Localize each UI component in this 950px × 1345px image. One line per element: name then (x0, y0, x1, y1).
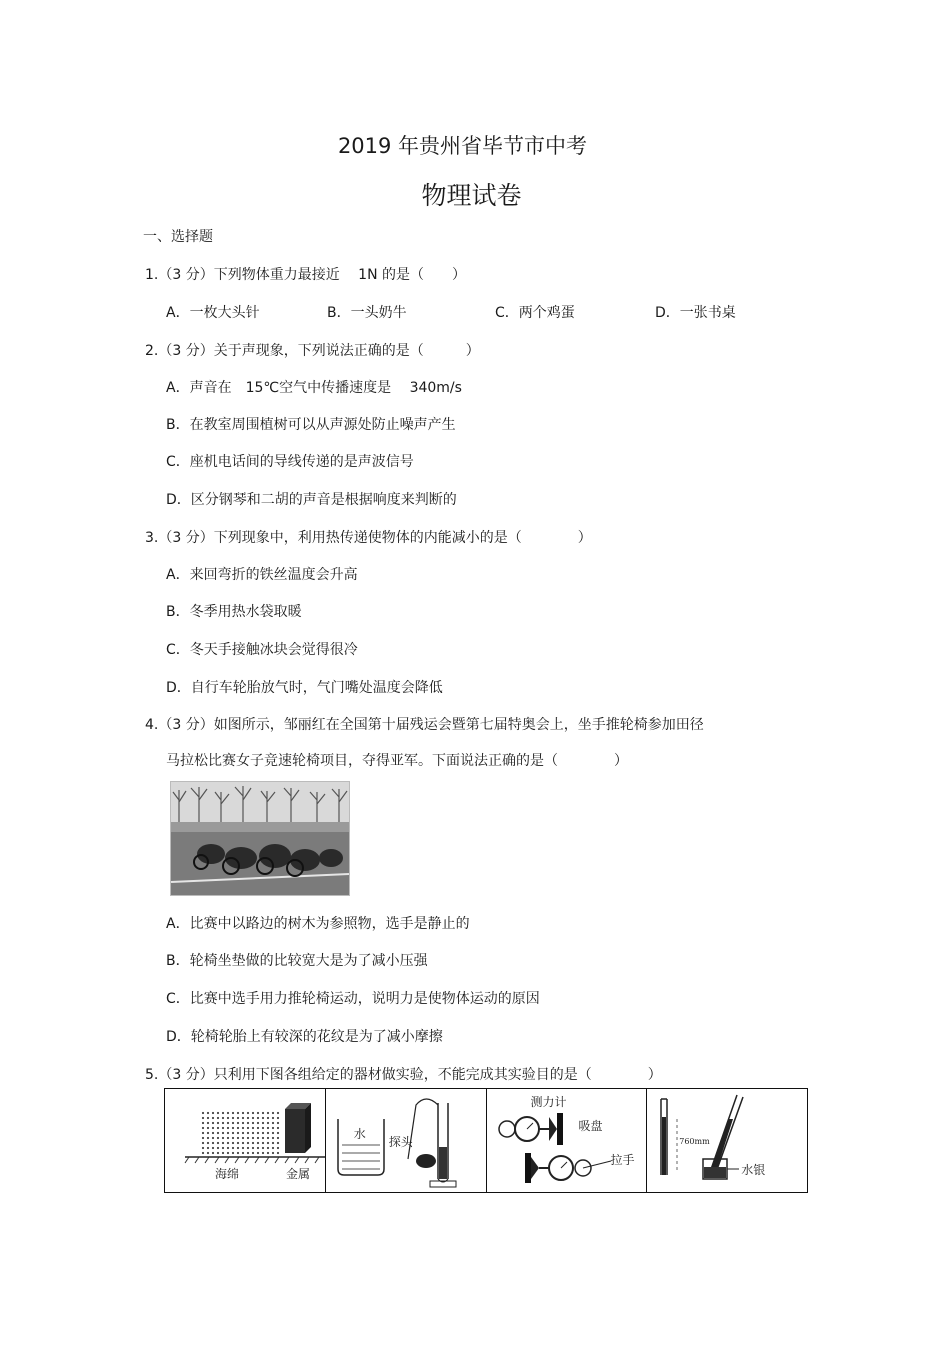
label-sponge: 海绵 (215, 1167, 240, 1181)
section-heading: 一、选择题 (143, 229, 213, 245)
figure-mercury-tube (647, 1089, 807, 1192)
question-5-stem: 5.（3 分）只利用下图各组给定的器材做实验，不能完成其实验目的是（ ） (145, 1067, 662, 1083)
q4-option-c: C．比赛中选手用力推轮椅运动，说明力是使物体运动的原因 (166, 991, 540, 1007)
question-4-stem-cont: 马拉松比赛女子竞速轮椅项目，夺得亚军。下面说法正确的是（ ） (166, 753, 628, 769)
q3-option-d: D．自行车轮胎放气时，气门嘴处温度会降低 (166, 680, 443, 696)
label-height: 760mm (679, 1137, 710, 1146)
question-1-stem: 1.（3 分）下列物体重力最接近 1N 的是（ ） (145, 267, 466, 283)
figure-sponge-metal (165, 1089, 326, 1192)
label-pull-hand: 拉手 (610, 1153, 635, 1167)
q4-option-b: B．轮椅坐垫做的比较宽大是为了减小压强 (166, 953, 428, 969)
q3-option-b: B．冬季用热水袋取暖 (166, 604, 302, 620)
exam-title: 2019 年贵州省毕节市中考 (337, 134, 588, 158)
question-4-stem: 4.（3 分）如图所示，邹丽红在全国第十届残运会暨第七届特奥会上，坐手推轮椅参加田径 (145, 717, 704, 733)
q1-option-b: B．一头奶牛 (327, 305, 407, 321)
q2-option-b: B．在教室周围植树可以从声源处防止噪声产生 (166, 417, 456, 433)
label-force-meter: 测力计 (530, 1095, 567, 1109)
figure-forcemeter-suction (487, 1089, 648, 1192)
q3-option-a: A．来回弯折的铁丝温度会升高 (166, 567, 358, 583)
q1-option-a: A．一枚大头针 (166, 305, 260, 321)
question-2-stem: 2.（3 分）关于声现象，下列说法正确的是（ ） (145, 343, 480, 359)
q1-option-c: C．两个鸡蛋 (495, 305, 575, 321)
q2-option-c: C．座机电话间的导线传递的是声波信号 (166, 454, 414, 470)
exam-subtitle: 物理试卷 (421, 181, 522, 210)
label-probe: 探头 (388, 1135, 413, 1149)
label-metal: 金属 (286, 1167, 311, 1181)
q3-option-c: C．冬天手接触冰块会觉得很冷 (166, 642, 358, 658)
figure-water-probe (326, 1089, 487, 1192)
q1-option-d: D．一张书桌 (655, 305, 736, 321)
label-mercury: 水银 (741, 1163, 766, 1177)
experiment-figure-table (164, 1088, 808, 1193)
label-suction-cup: 吸盘 (578, 1119, 603, 1133)
q2-option-a: A．声音在 15℃空气中传播速度是 340m/s (166, 380, 462, 396)
label-water: 水 (353, 1127, 366, 1141)
q4-option-d: D．轮椅轮胎上有较深的花纹是为了减小摩擦 (166, 1029, 443, 1045)
wheelchair-race-photo (170, 781, 350, 896)
q2-option-d: D．区分钢琴和二胡的声音是根据响度来判断的 (166, 492, 457, 508)
question-3-stem: 3.（3 分）下列现象中，利用热传递使物体的内能减小的是（ ） (145, 530, 592, 546)
q4-option-a: A．比赛中以路边的树木为参照物，选手是静止的 (166, 916, 470, 932)
